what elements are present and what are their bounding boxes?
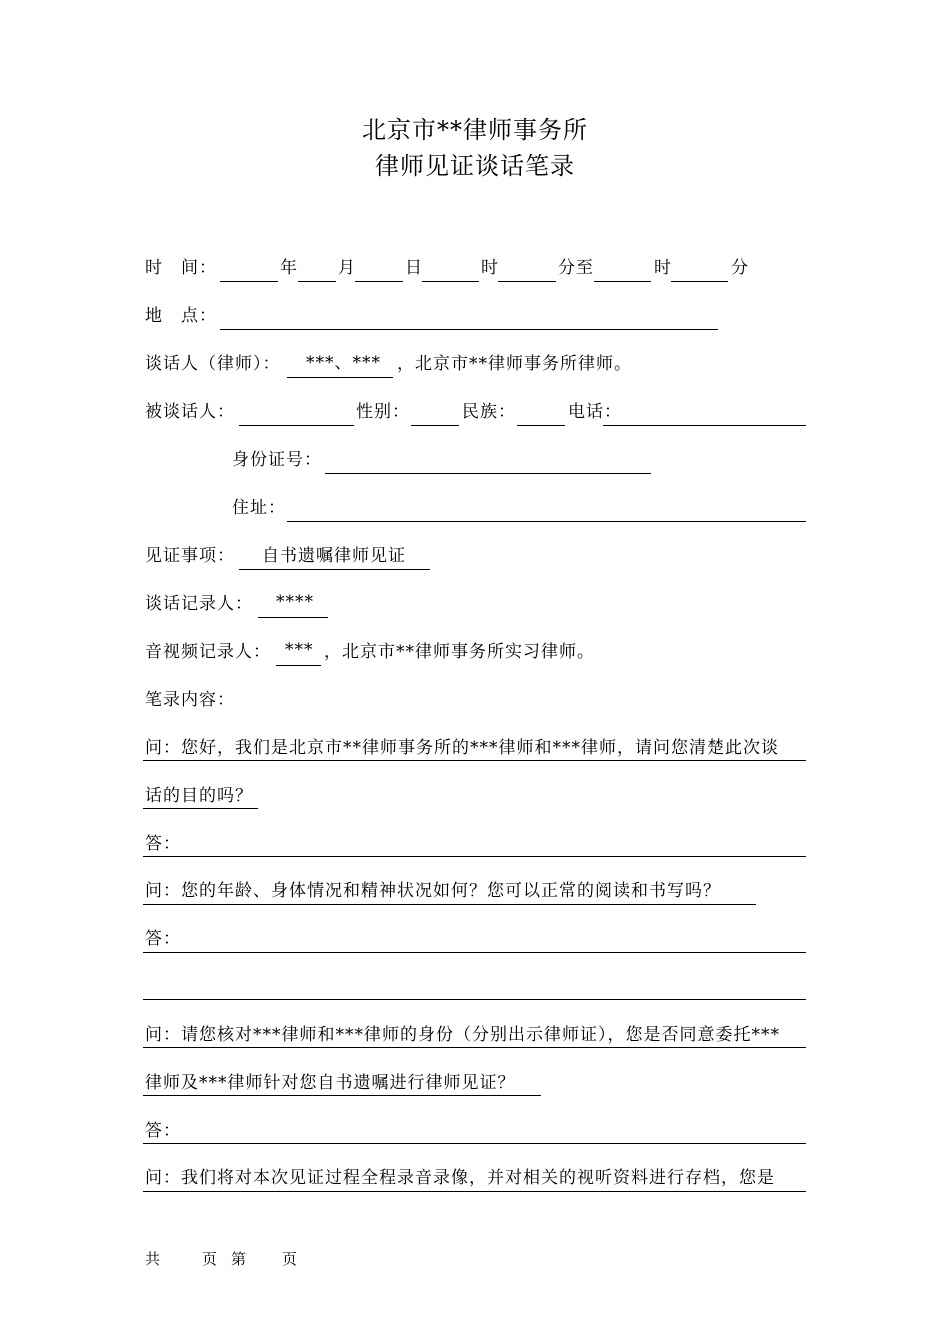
footer-page-unit-1: 页 [202,1250,218,1268]
question-2: 问：您的年龄、身体情况和精神状况如何？您可以正常的阅读和书写吗？ [145,881,721,901]
place-label: 地 点： [145,306,217,326]
id-label: 身份证号： [232,450,322,470]
interviewer-blank[interactable] [287,377,393,378]
matter-blank[interactable] [239,569,430,570]
av-recorder-value: *** [285,640,314,660]
year-blank[interactable] [220,281,278,282]
address-label: 住址： [232,498,286,518]
question-4-line-1: 问：我们将对本次见证过程全程录音录像，并对相关的视听资料进行存档，您是 [145,1168,775,1188]
ethnicity-blank[interactable] [517,425,565,426]
av-recorder-blank[interactable] [276,665,321,666]
gender-blank[interactable] [411,425,459,426]
phone-label: 电话： [568,402,622,422]
av-recorder-suffix: ，北京市**律师事务所实习律师。 [324,642,595,662]
content-label: 笔录内容： [145,690,235,710]
question-3-line-1: 问：请您核对***律师和***律师的身份（分别出示律师证），您是否同意委托*** [145,1025,780,1045]
hour-blank[interactable] [422,281,479,282]
interviewee-blank[interactable] [239,425,354,426]
recorder-value: **** [276,592,314,612]
matter-value: 自书遗嘱律师见证 [262,546,406,566]
footer-total: 共 [145,1250,161,1268]
question-1-line-2: 话的目的吗？ [145,786,253,806]
footer-nth: 第 [231,1250,247,1268]
footer-page-unit-2: 页 [282,1250,298,1268]
matter-label: 见证事项： [145,546,235,566]
hour-label: 时 [481,258,499,278]
answer-3-line[interactable] [143,1143,806,1144]
answer-2-label: 答： [145,929,181,949]
minute2-label: 分 [731,258,749,278]
time-label: 时 间： [145,258,217,278]
answer-3-label: 答： [145,1121,181,1141]
minute2-blank[interactable] [671,281,728,282]
answer-1-label: 答： [145,834,181,854]
question-3-line-2: 律师及***律师针对您自书遗嘱进行律师见证？ [145,1073,516,1093]
day-label: 日 [405,258,423,278]
question-3-underline-1 [143,1047,806,1048]
month-label: 月 [338,258,356,278]
month-blank[interactable] [298,281,336,282]
question-4-underline-1 [143,1191,806,1192]
question-2-underline [143,904,756,905]
place-blank[interactable] [220,329,718,330]
interviewer-label: 谈话人（律师）： [145,354,281,374]
answer-2-line-1[interactable] [143,952,806,953]
question-1-line-1: 问：您好，我们是北京市**律师事务所的***律师和***律师，请问您清楚此次谈 [145,738,779,758]
minute-to-label: 分至 [558,258,594,278]
recorder-blank[interactable] [258,617,328,618]
address-blank[interactable] [287,521,806,522]
hour2-label: 时 [654,258,672,278]
year-label: 年 [280,258,298,278]
av-recorder-label: 音视频记录人： [145,642,271,662]
interviewee-label: 被谈话人： [145,402,235,422]
interviewer-value: ***、*** [306,353,381,373]
answer-1-line[interactable] [143,856,806,857]
org-title: 北京市**律师事务所 [362,116,588,144]
answer-2-line-2[interactable] [143,999,806,1000]
minute-blank[interactable] [498,281,556,282]
phone-blank[interactable] [603,425,806,426]
question-1-underline-1 [143,760,806,761]
question-1-underline-2 [143,808,258,809]
question-3-underline-2 [143,1095,541,1096]
interviewer-suffix: ，北京市**律师事务所律师。 [397,354,632,374]
id-blank[interactable] [325,473,651,474]
day-blank[interactable] [355,281,403,282]
ethnicity-label: 民族： [462,402,516,422]
recorder-label: 谈话记录人： [145,594,253,614]
hour2-blank[interactable] [594,281,651,282]
doc-title: 律师见证谈话笔录 [375,152,575,180]
gender-label: 性别： [356,402,410,422]
